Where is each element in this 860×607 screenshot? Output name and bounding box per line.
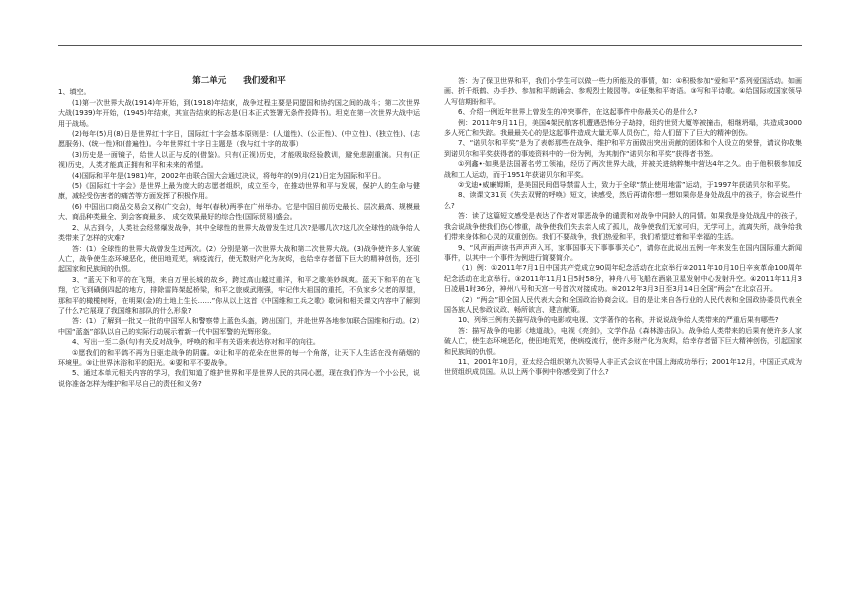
paragraph: 4、写出一至二条(句)有关反对战争，呼唤的和平有关语来表达你对和平的向往。	[72, 338, 320, 347]
paragraph: 答：(1）全球性的世界大战曾发生过两次。(2）分别是第一次世界大战和第二次世界大战。(3)战争使许多人家破人亡，战争使生态环境恶化，使田地荒芜，病疫流行，使无数财产化为灰烬，也给幸存者留下巨大的精神创伤，还引起国家和民族间的仇恨。	[58, 244, 420, 274]
paragraph: 答：为了保卫世界和平，我们小学生可以做一些力所能及的事情，如：①积极参加“爱和平”系列爱国活动。如画画、折千纸鹤、办手抄、参加和平朗诵会、参观烈士陵园等。②征集和平寄语。③写和平诗歌。④给国际或国家领导人写信期盼和平。	[444, 77, 802, 106]
paragraph: (4)国际和平年是(1981)年，2002年由联合国大会通过决议，将每年的(9)月(21)日定为国际和平日。	[72, 171, 386, 180]
paragraph: 9、“风声雨声读书声声声入耳，家事国事天下事事事关心”，请你在此说出五例一年来发生在国内国际重大新闻事件，以其中一个事件为例进行简要简介。	[444, 243, 802, 262]
paragraph: ①列鑫•·如奥是法国著名劳工领袖，经历了两次世界大战，并被关进纳粹集中营达4年之久。由于他积极参加反战和工人运动，而于1951年获诺贝尔和平奖。	[444, 160, 802, 179]
paragraph: ②戈迪•威廉姆斯，是美国民间倡导禁雷人士，致力于全球“禁止使用地雷”运动，于1997年获诺贝尔和平奖。	[458, 181, 795, 190]
paragraph: （1）例：①2011年7月1日中国共产党成立90周年纪念活动在北京举行②2011年10月10日辛亥革命100周年纪念活动在北京举行。③2011年11月1日5时58分，神舟八号飞船在酒泉卫星发射中心发射升空。④2011年11月3日凌晨1时36分，神州八号和天宫一号首次对接成功。⑤2012年3月3日至3月14日全国“两会”在北京召开。	[444, 264, 802, 294]
paragraph: （2）“两会”即全国人民代表大会和全国政治协商会议。目的是让来自各行业的人民代表和全国政协委员代表全国各族人民参政议政、畅所欲言、建言献策。	[444, 295, 802, 314]
paragraph: (3)历史是一面镜子，给世人以正与反的(借鉴)。只有(正视)历史，才能吸取经验教训，避免悲剧重演。只有(正视)历史，人类才能真正拥有和平和未来的希望。	[58, 150, 420, 170]
paragraph: ①愿我们的和平鸽不再为日驱走战争的阴霾。②让和平的花朵在世界的每一个角落，让天下人生活在没有硝烟的环境里。③让世界沐浴和平的阳光。④要和平不要战争。	[58, 348, 420, 367]
right-column	[444, 76, 802, 378]
paragraph: 3、“蓝天下和平的在飞翔，来自万里长城的故乡，跨过高山越过重洋，和平之歌美妙飒爽。蓝天下和平的在飞翔，它飞到磺倒四起的地方，排除雷阵架起桥梁，和平之旅威武刚强，牢记伟大祖国的重托，不负家乡父老的厚望，那和平的橄榄树呀，在明果(金)的土地上生长……”你从以上这首《中国维和工兵之歌》歌词和相关课文内容中了解到了什么?它展现了我国维和部队的什么形象?	[58, 275, 420, 315]
paragraph: 答：读了这篇短文感受是表达了作者对罪恶战争的谴责和对战争中同龄人的同情。如果我是身处战乱中的孩子，我会说战争使我们伤心惨重，战争使我们失去亲人成了孤儿，战争使我们无家可归，无学可上，流离失所，战争给我们带来身体和心灵的双重创伤。我们不要战争，我们热爱和平，我们希望过着和平幸福的生活。	[444, 212, 802, 242]
header-rule	[58, 45, 802, 46]
paragraph: (5)《国际红十字会》是世界上最为庞大的志愿者组织，成立至今，在推动世界和平与发展，保护人的生命与健康，减轻受伤害者的痛苦等方面发挥了积极作用。	[58, 182, 420, 201]
left-column	[58, 76, 420, 389]
paragraph: 11、2001年10月，亚太经合组织第九次领导人非正式会议在中国上海成功举行；2001年12月，中国正式成为世贸组织成员国。从以上两个事例中你感受到了什么?	[444, 357, 802, 377]
paragraph: 2、从古到今，人类社会经常爆发战争，其中全球性的世界大战曾发生过几次?是哪几次?这几次全球性的战争给人类带来了怎样的灾难?	[58, 223, 420, 243]
paragraph: 5、通过本单元相关内容的学习，我们知道了维护世界和平是世界人民的共同心愿，现在我们作为一个小公民，说说你准备怎样为维护和平尽自己的责任和义务?	[58, 369, 420, 388]
paragraph: 6、介绍一例近年世界上曾发生的冲突事件，在这起事件中你最关心的是什么?	[458, 108, 698, 117]
paragraph: 8、读课文31页《失去双臂的呼唤》短文，读感受，然后再请你想一想如果你是身处战乱中的孩子，你会说些什么?	[444, 191, 802, 210]
paragraph: 7、“诺贝尔和平奖”是为了表彰那些在战争、维护和平方面做出突出贡献的团体和个人设立的荣誉，请议你收集到诺贝尔和平奖获得者的事迹资料中的一份为例，为其制作“诺贝尔和平奖”获得者书签。	[444, 139, 802, 158]
right-column-body	[444, 76, 802, 378]
paragraph: (1)第一次世界大战(1914)年开始，到(1918)年结束，战争过程主要是同盟国和协约国之间的战斗；第二次世界大战(1939)年开始，(1945)年结束，其宣告结束的标志是(日本正式签署无条件投降书)。坦克在第一次世界大战中运用于战场。	[58, 98, 420, 128]
paragraph: (2)每年(5)月(8)日是世界红十字日，国际红十字会基本原则是：(人道性)、(公正性)、(中立性)、(独立性)、(志愿服务)、(统一性)和(普遍性)。今年世界红十字日主题是（我与红十字的故事）	[58, 130, 420, 149]
page-title: 第二单元 我们爱和平	[192, 76, 286, 86]
paragraph: 答：描写战争的电影《地道战》，电视《亮剑》，文学作品《森林游击队》。战争给人类带来的后果有使许多人家破人亡，使生态环境恶化，使田地荒芜，使病疫流行，使许多财产化为灰烬，给幸存者留下巨大精神创伤，引起国家和民族间的仇恨。	[444, 326, 802, 356]
paragraph: 例：2011年9月11日，美国4架民航客机遭遇恐怖分子劫持，纽约世贸大厦等被撞击，相继坍塌，共造成3000多人死亡和失踪。我最最关心的是这起事件造成大量无辜人员伤亡，给人们留下了巨大的精神创伤。	[444, 118, 802, 138]
paragraph: (6) 中国出口商品交易会又称(广交会)，每年(春秋)两季在广州举办。它是中国目前历史最长、层次最高、规模最大、商品种类最全、到会客商最多、 成交效果最好的综合性(国际贸易)盛会。	[58, 202, 420, 222]
paragraph: 1、填空。	[58, 88, 91, 97]
left-column-body	[58, 87, 420, 389]
paragraph: 答：(1）了解到一批又一批的中国军人和警察带上蓝色头盔，跨出国门，并赴世界各地参加联合国维和行动。(2）中国“蓝盔”部队以自己的实际行动展示着新一代中国军警的光辉形象。	[58, 317, 420, 336]
paragraph: 10、列举三例有关描写战争的电影或电视、文学著作的名称，并说说战争给人类带来的严重后果有哪些?	[458, 316, 779, 325]
